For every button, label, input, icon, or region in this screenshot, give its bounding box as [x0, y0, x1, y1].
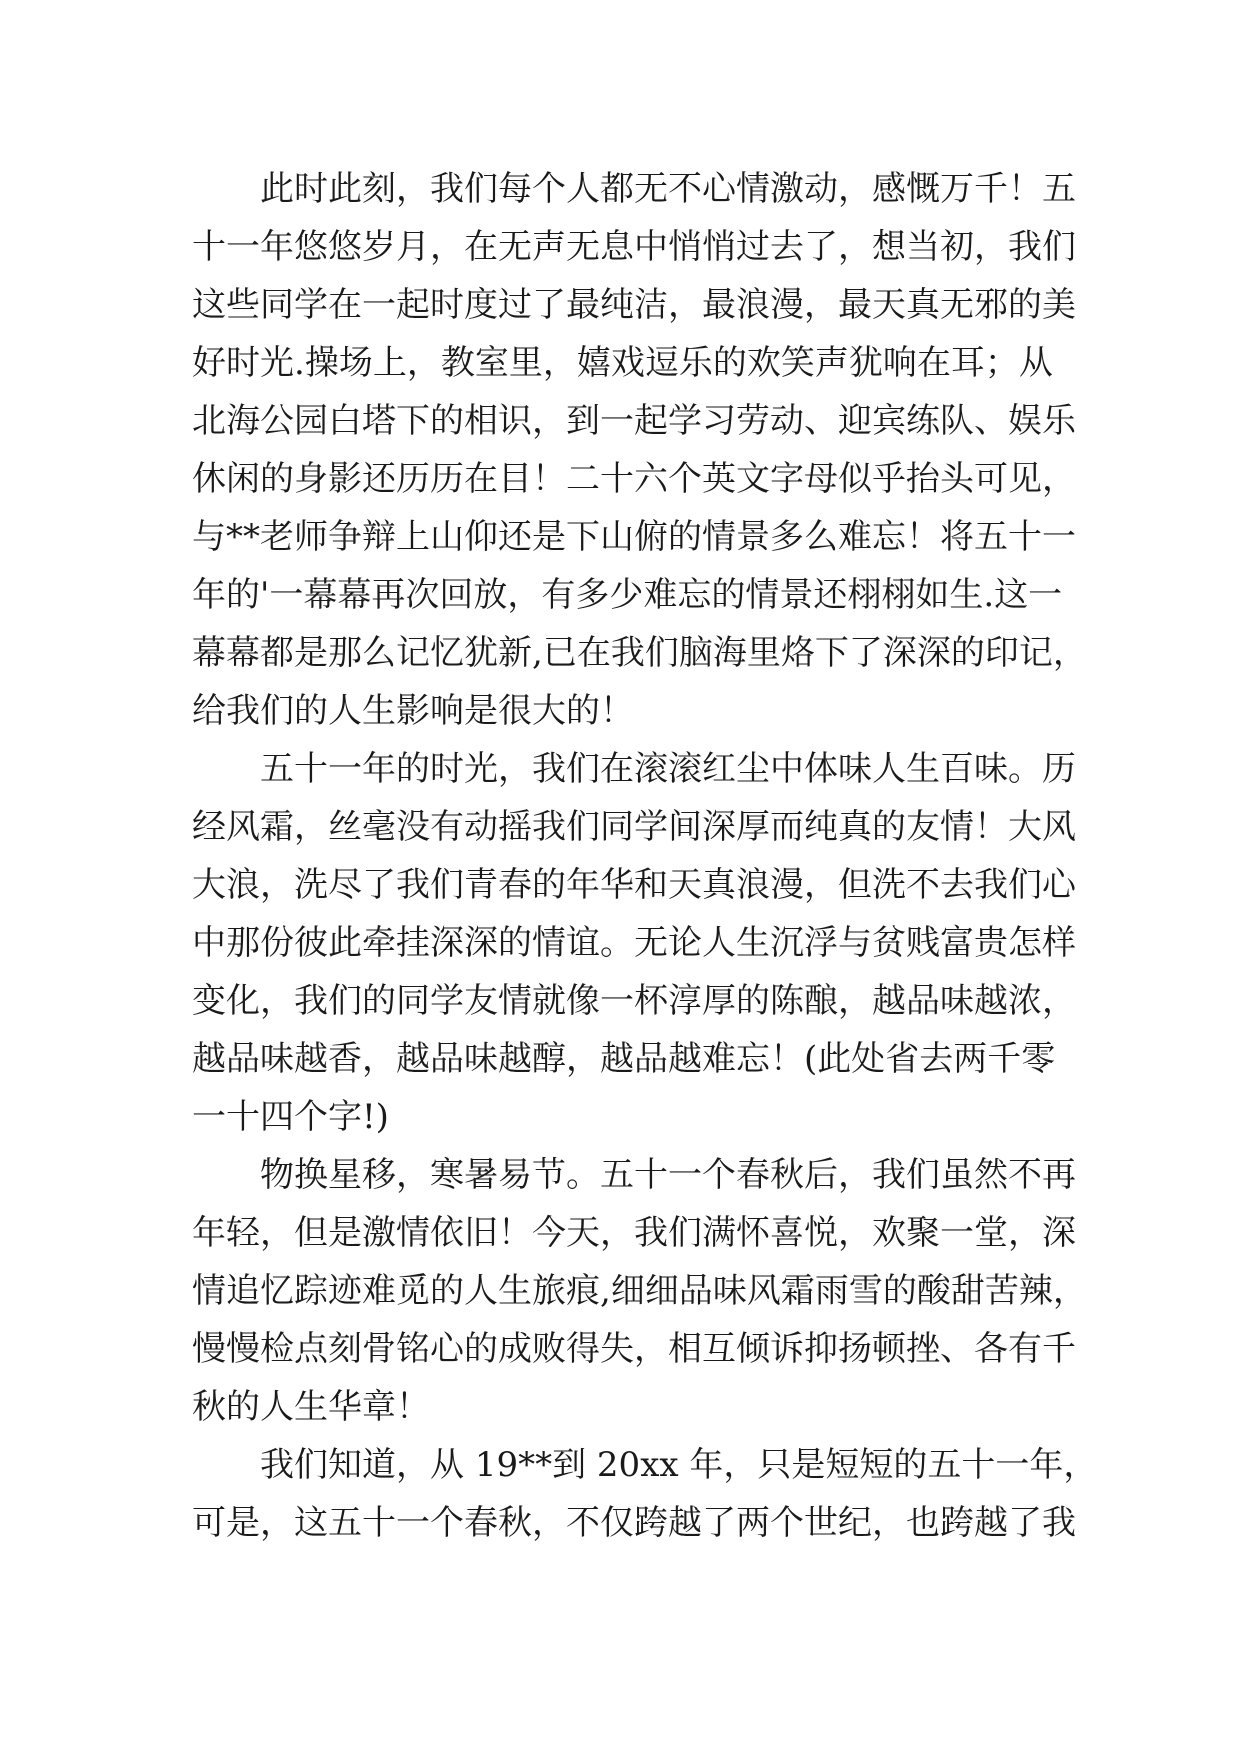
text-line: 我 们 知 道 ， 从 1 9 * * 到 2 0 x x 年 ， 只 是 短 短 的 五 十 一 年 ， — [260, 1445, 1098, 1485]
text-line: 物 换 星 移 ， 寒 暑 易 节 。 五 十 一 个 春 秋 后 ， 我 们 虽 然 不 再 — [260, 1155, 1076, 1195]
text-line: 可 是 ， 这 五 十 一 个 春 秋 ， 不 仅 跨 越 了 两 个 世 纪 ， 也 跨 越 了 我 — [192, 1503, 1076, 1543]
text-line: 好 时 光 . 操 场 上 ， 教 室 里 ， 嬉 戏 逗 乐 的 欢 笑 声 犹 响 在 耳 ； 从 — [192, 343, 1053, 383]
text-line: 年 的 ' 一 幕 幕 再 次 回 放 ， 有 多 少 难 忘 的 情 景 还 栩 栩 如 生 . 这 一 — [192, 575, 1063, 615]
text-line: 经 风 霜 ， 丝 毫 没 有 动 摇 我 们 同 学 间 深 厚 而 纯 真 的 友 情 ！ 大 风 — [192, 807, 1076, 847]
text-line: 大 浪 ， 洗 尽 了 我 们 青 春 的 年 华 和 天 真 浪 漫 ， 但 洗 不 去 我 们 心 — [192, 865, 1076, 905]
text-line: 十 一 年 悠 悠 岁 月 ， 在 无 声 无 息 中 悄 悄 过 去 了 ， 想 当 初 ， 我 们 — [192, 227, 1076, 267]
text-line: 幕 幕 都 是 那 么 记 忆 犹 新 , 已 在 我 们 脑 海 里 烙 下 了 深 深 的 印 记 ， — [192, 633, 1087, 673]
text-line: 变 化 ， 我 们 的 同 学 友 情 就 像 一 杯 淳 厚 的 陈 酿 ， 越 品 味 越 浓 ， — [192, 981, 1076, 1021]
text-line: 中 那 份 彼 此 牵 挂 深 深 的 情 谊 。 无 论 人 生 沉 浮 与 贫 贱 富 贵 怎 样 — [192, 923, 1076, 963]
text-line: 休 闲 的 身 影 还 历 历 在 目 ！ 二 十 六 个 英 文 字 母 似 乎 抬 头 可 见 ， — [192, 459, 1076, 499]
text-line: 情 追 忆 踪 迹 难 觅 的 人 生 旅 痕 , 细 细 品 味 风 霜 雨 雪 的 酸 甜 苦 辣 ， — [192, 1271, 1087, 1311]
text-line: 年 轻 ， 但 是 激 情 依 旧 ！ 今 天 ， 我 们 满 怀 喜 悦 ， 欢 聚 一 堂 ， 深 — [192, 1213, 1076, 1253]
text-line: 五 十 一 年 的 时 光 ， 我 们 在 滚 滚 红 尘 中 体 味 人 生 百 味 。 历 — [260, 749, 1076, 789]
text-line: 与 * * 老 师 争 辩 上 山 仰 还 是 下 山 俯 的 情 景 多 么 难 忘 ！ 将 五 十 一 — [192, 517, 1076, 557]
text-line: 这 些 同 学 在 一 起 时 度 过 了 最 纯 洁 ， 最 浪 漫 ， 最 天 真 无 邪 的 美 — [192, 285, 1076, 325]
text-line: 此 时 此 刻 ， 我 们 每 个 人 都 无 不 心 情 激 动 ， 感 慨 万 千 ！ 五 — [260, 169, 1076, 209]
text-line: 慢 慢 检 点 刻 骨 铭 心 的 成 败 得 失 ， 相 互 倾 诉 抑 扬 顿 挫 、 各 有 千 — [192, 1329, 1076, 1369]
text-line: 一十四个字!) — [192, 1097, 389, 1137]
text-line: 秋的人生华章！ — [192, 1387, 430, 1427]
text-line: 给我们的人生影响是很大的！ — [192, 691, 634, 731]
document-body — [192, 160, 1098, 1552]
text-line: 越 品 味 越 香 ， 越 品 味 越 醇 ， 越 品 越 难 忘 ！ ( 此 处 省 去 两 千 零 — [192, 1039, 1056, 1079]
text-line: 北 海 公 园 白 塔 下 的 相 识 ， 到 一 起 学 习 劳 动 、 迎 宾 练 队 、 娱 乐 — [192, 401, 1076, 441]
